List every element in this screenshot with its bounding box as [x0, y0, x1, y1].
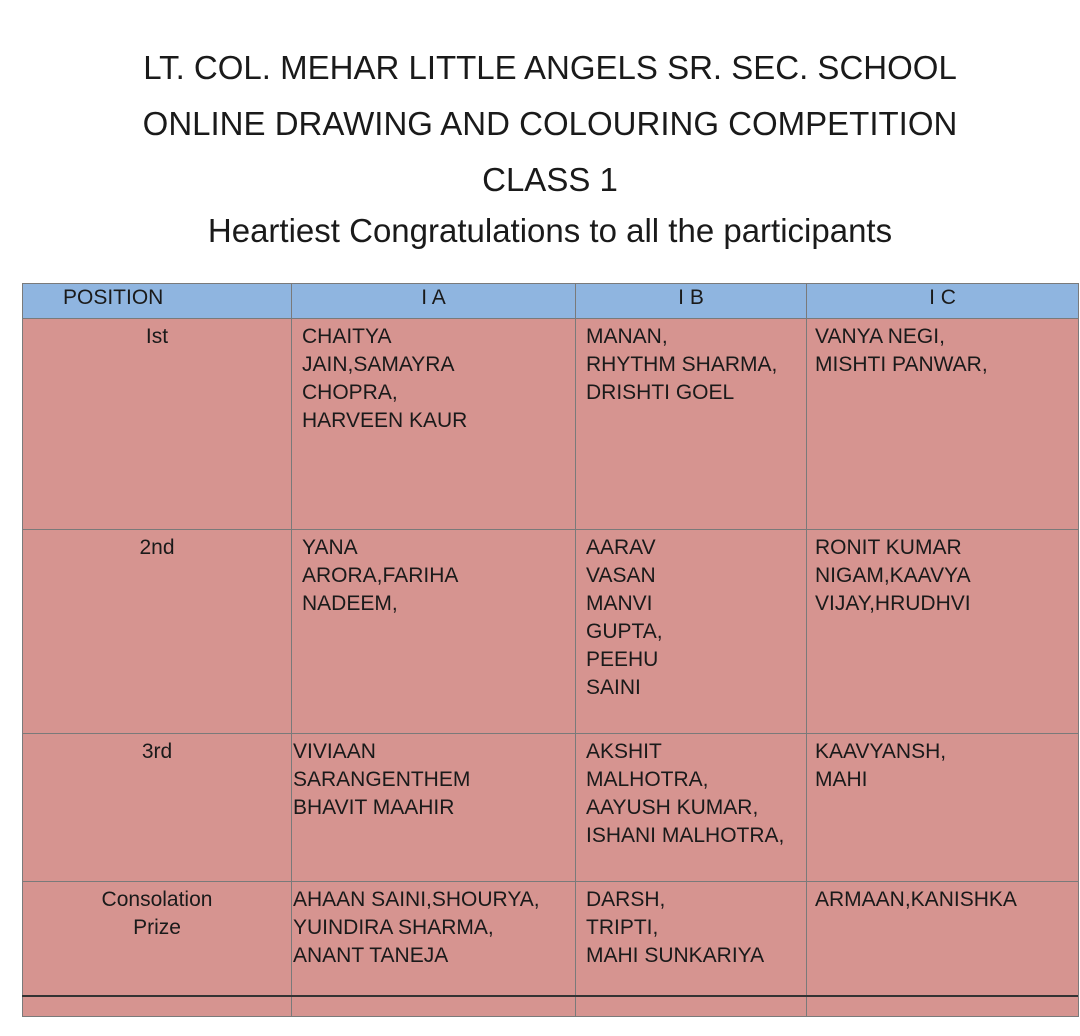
- winners-cell-ic: [807, 734, 1079, 882]
- results-table: [22, 283, 1079, 1017]
- winners-cell-ic: [807, 530, 1079, 734]
- winners-cell-ia: [292, 530, 576, 734]
- class-label: CLASS 1: [482, 161, 618, 198]
- winner-name: NIGAM,KAAVYA: [815, 564, 971, 587]
- winner-name: AKSHIT: [586, 740, 662, 763]
- greeting-text: Heartiest Congratulations to all the participants: [207, 212, 893, 249]
- winner-name: DRISHTI GOEL: [586, 381, 735, 404]
- column-header-ia: I A: [292, 284, 576, 319]
- winner-name: NADEEM,: [302, 592, 398, 615]
- winners-cell-ic: [807, 319, 1079, 530]
- winners-cell-ia: [292, 734, 576, 882]
- winner-name: AARAV: [586, 536, 656, 559]
- position-label: Ist: [145, 325, 169, 348]
- winner-name: CHOPRA,: [302, 381, 398, 404]
- winner-name: GUPTA,: [586, 620, 663, 643]
- table-row: [23, 319, 1079, 530]
- winners-cell-ib: [576, 734, 807, 882]
- winner-name: AHAAN SAINI,SHOURYA,: [293, 888, 540, 911]
- winner-name: CHAITYA: [302, 325, 392, 348]
- table-row: [23, 734, 1079, 882]
- position-label: Consolation: [101, 888, 213, 911]
- winner-name: VIJAY,HRUDHVI: [815, 592, 971, 615]
- winner-name: VANYA NEGI,: [815, 325, 945, 348]
- winner-name: DARSH,: [586, 888, 666, 911]
- winner-name: YANA: [302, 536, 358, 559]
- position-cell: [23, 319, 292, 530]
- winner-name: MANVI: [586, 592, 653, 615]
- winners-cell-ib: [576, 530, 807, 734]
- winner-name: RONIT KUMAR: [815, 536, 962, 559]
- winner-name: YUINDIRA SHARMA,: [293, 916, 494, 939]
- winner-name: ANANT TANEJA: [293, 944, 449, 967]
- position-label: 3rd: [141, 740, 173, 763]
- position-label: Prize: [133, 916, 181, 939]
- winner-name: MAHI SUNKARIYA: [586, 944, 765, 967]
- competition-title: ONLINE DRAWING AND COLOURING COMPETITION: [142, 105, 958, 142]
- table-header-row: [23, 284, 1079, 319]
- winner-name: VIVIAAN: [293, 740, 376, 763]
- winner-name: PEEHU: [586, 648, 659, 671]
- winner-name: RHYTHM SHARMA,: [586, 353, 778, 376]
- winner-name: TRIPTI,: [586, 916, 659, 939]
- winner-name: VASAN: [586, 564, 656, 587]
- winner-name: ISHANI MALHOTRA,: [586, 824, 785, 847]
- winner-name: MAHI: [815, 768, 868, 791]
- position-label: 2nd: [139, 536, 175, 559]
- table-bottom-border: [22, 995, 1078, 997]
- winner-name: ARORA,FARIHA: [302, 564, 459, 587]
- winners-cell-ib: [576, 319, 807, 530]
- winner-name: MISHTI PANWAR,: [815, 353, 988, 376]
- column-header-ic: I C: [807, 284, 1079, 319]
- winner-name: JAIN,SAMAYRA: [302, 353, 455, 376]
- winner-name: SARANGENTHEM: [293, 768, 471, 791]
- winners-cell-ia: [292, 319, 576, 530]
- winner-name: SAINI: [586, 676, 641, 699]
- school-name: LT. COL. MEHAR LITTLE ANGELS SR. SEC. SCHOOL: [143, 49, 957, 86]
- winner-name: AAYUSH KUMAR,: [586, 796, 759, 819]
- winner-name: MANAN,: [586, 325, 668, 348]
- column-header-position: POSITION: [23, 284, 292, 319]
- winner-name: BHAVIT MAAHIR: [293, 796, 455, 819]
- column-header-ib: I B: [576, 284, 807, 319]
- table-row: [23, 530, 1079, 734]
- winner-name: KAAVYANSH,: [815, 740, 947, 763]
- winner-name: HARVEEN KAUR: [302, 409, 468, 432]
- position-cell: [23, 530, 292, 734]
- winner-name: ARMAAN,KANISHKA: [815, 888, 1017, 911]
- winner-name: MALHOTRA,: [586, 768, 709, 791]
- position-cell: [23, 734, 292, 882]
